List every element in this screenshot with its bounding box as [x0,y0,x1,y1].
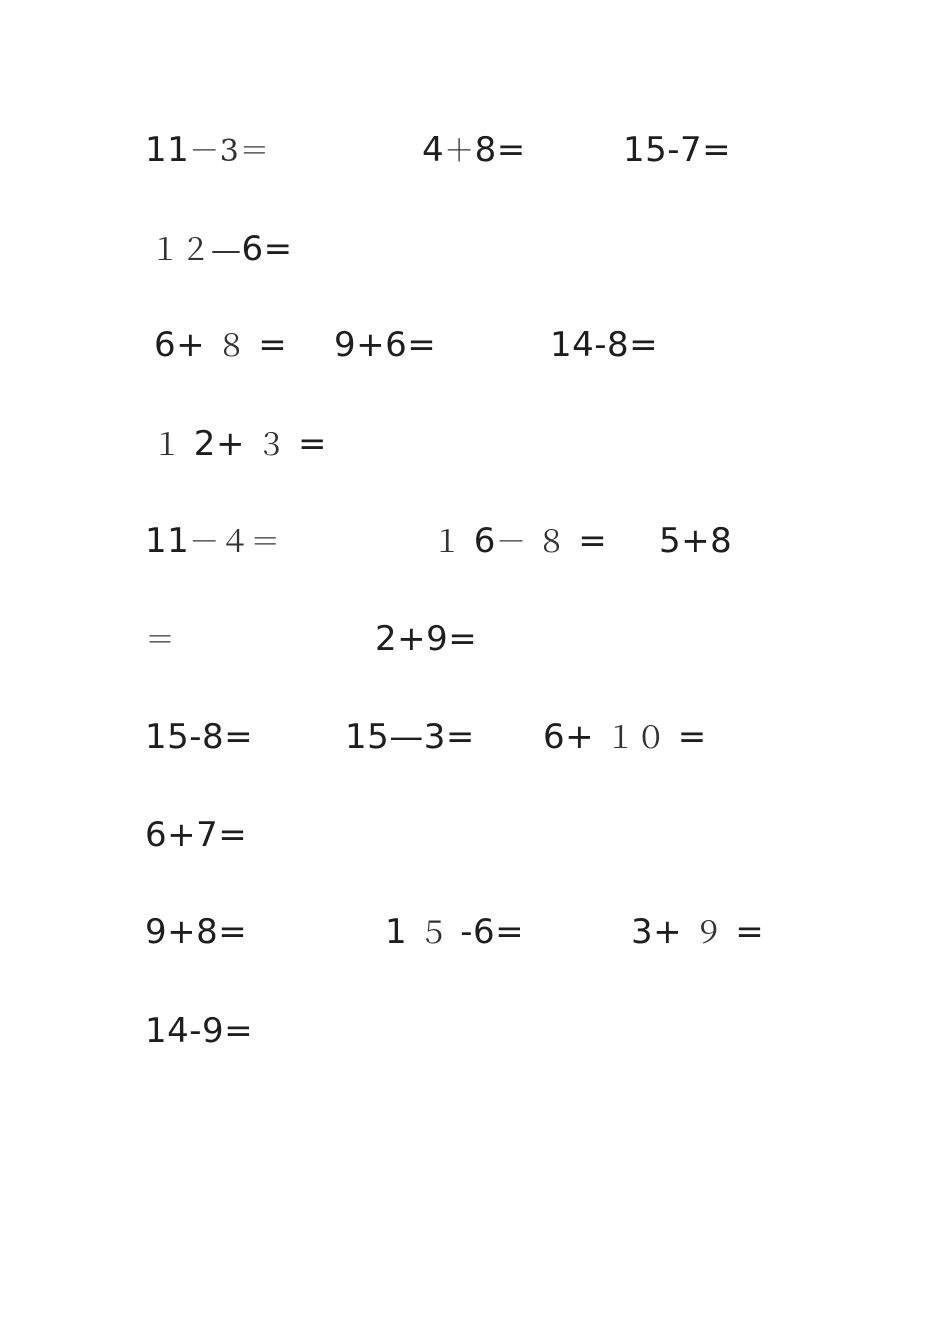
equation [623,125,731,175]
equation-text: 6+ [543,717,606,757]
equation-text: －４＝ [189,525,281,560]
equation [422,125,526,177]
equation-text: 14-9= [145,1011,254,1051]
equation-text: 6 [462,521,496,561]
equation [145,810,247,860]
equation-text: 11 [145,521,190,561]
equation-text: 15-8= [145,717,254,757]
equation-text: 14-8= [550,325,659,365]
equation [145,712,253,762]
worksheet-line [0,224,950,274]
equation [345,712,475,762]
equation-text: －3＝ [189,134,270,169]
equation [145,516,281,568]
equation [152,419,327,471]
equation [385,907,524,959]
equation [375,614,477,664]
equation-text: ３ [256,428,287,463]
equation [145,1006,253,1056]
equation [432,516,607,568]
equation-text: 6+ [154,325,217,365]
equation [154,320,287,372]
equation-text: 15—3= [345,717,475,757]
equation-text: 11 [145,130,190,170]
equation [145,614,176,666]
worksheet-line [0,320,950,370]
equation [334,320,436,370]
equation-text: ＝ [145,623,176,658]
equation-text: － ８ [495,525,567,560]
equation-text: = [246,325,288,365]
equation-text: 3+ [631,912,694,952]
equation-text: = [567,521,608,561]
equation-text: １ [432,525,463,560]
equation-text: 6= [241,229,293,269]
equation [659,516,732,566]
worksheet-line [0,810,950,860]
equation [145,907,247,957]
worksheet-line [0,614,950,664]
equation-text: 2+ [182,424,257,464]
equation [543,712,707,764]
equation-text: ＋ [444,134,475,169]
equation-text: ９ [693,916,724,951]
equation-text: 9+6= [334,325,437,365]
worksheet-line [0,1006,950,1056]
equation-text: 9+8= [145,912,248,952]
equation-text: 4 [422,130,445,170]
equation-text: 5+8 [659,521,733,561]
equation-text: １２— [150,233,242,268]
equation-text: 8= [474,130,526,170]
equation-text: 1 [385,912,419,952]
worksheet-line [0,419,950,469]
worksheet-line [0,712,950,762]
equation-text: = [723,912,765,952]
equation [631,907,764,959]
equation-text: 15-7= [623,130,732,170]
worksheet-line [0,516,950,566]
equation-text: = [666,717,707,757]
equation [145,125,270,177]
equation-text: １ [152,428,183,463]
worksheet-line [0,907,950,957]
equation-text: ５ [418,916,449,951]
equation-text: 6+7= [145,815,248,855]
equation-text: ８ [216,329,247,364]
equation-text: １０ [605,721,667,756]
equation-text: = [286,424,328,464]
equation-text: -6= [448,912,525,952]
equation [150,224,293,276]
equation-text: 2+9= [375,619,478,659]
worksheet-line [0,125,950,175]
equation [550,320,658,370]
